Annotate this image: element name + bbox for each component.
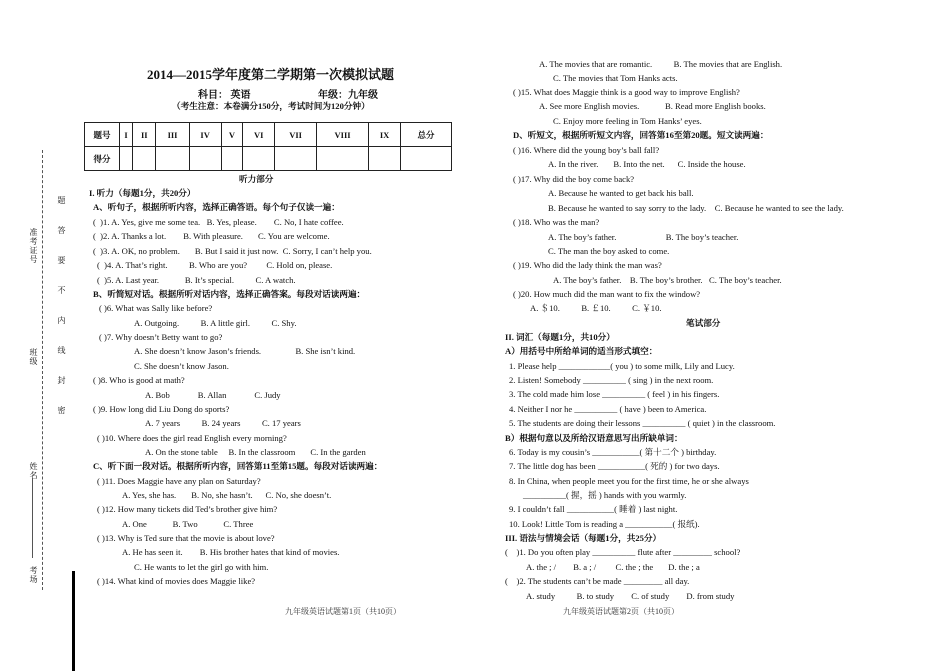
- question-line: ( )7. Why doesn’t Betty want to go?: [99, 332, 223, 342]
- seal-char: 要: [57, 256, 66, 265]
- score-input-cell[interactable]: [221, 147, 243, 171]
- score-table-cell: V: [221, 123, 243, 147]
- part-heading: D、听短文，根据所听短文内容，回答第16至第20题。短文读两遍：: [513, 130, 769, 140]
- question-line: 9. I couldn’t fall ___________( 睡着 ) last night.: [509, 504, 678, 514]
- option-line: A. See more English movies. B. Read more English books.: [539, 101, 766, 111]
- page-footer: 九年级英语试题第1页（共10页）: [285, 607, 401, 616]
- question-line: 1. Please help ____________( you ) to some milk, Lily and Lucy.: [509, 361, 735, 371]
- score-table-cell: I: [120, 123, 133, 147]
- subject-label: 科目： 英语: [198, 90, 251, 101]
- score-input-cell[interactable]: [156, 147, 189, 171]
- option-line: A. On the stone table B. In the classroom C. In the garden: [145, 447, 366, 457]
- exam-room-label: 考场: [29, 566, 38, 584]
- score-input-cell[interactable]: [275, 147, 317, 171]
- question-line: ( )20. How much did the man want to fix the window?: [513, 289, 701, 299]
- seal-char: 密: [57, 406, 66, 415]
- option-line: A. ＄10. B. ￡10. C. ￥10.: [530, 303, 662, 313]
- question-line: ( )16. Where did the young boy’s ball fall?: [513, 145, 660, 155]
- score-table-cell: 题号: [85, 123, 120, 147]
- question-line: ( )12. How many tickets did Ted’s brother give him?: [97, 504, 278, 514]
- question-line: ( )18. Who was the man?: [513, 217, 600, 227]
- score-input-cell[interactable]: [120, 147, 133, 171]
- option-line: A. 7 years B. 24 years C. 17 years: [145, 418, 301, 428]
- part-heading: A）用括号中所给单词的适当形式填空：: [505, 346, 658, 356]
- option-line: A. Because he wanted to get back his ball.: [548, 188, 694, 198]
- option-line: C. She doesn’t know Jason.: [134, 361, 229, 371]
- seal-char: 封: [57, 376, 66, 385]
- question-line: ( )8. Who is good at math?: [93, 375, 185, 385]
- score-table-cell: III: [156, 123, 189, 147]
- question-line: ( )9. How long did Liu Dong do sports?: [93, 404, 230, 414]
- question-line: 10. Look! Little Tom is reading a ___________( 报纸).: [509, 519, 700, 529]
- seal-char: 内: [57, 316, 66, 325]
- part-heading: C、听下面一段对话。根据所听内容，回答第11至第15题。每段对话读两遍：: [93, 461, 383, 471]
- section-heading: 笔试部分: [686, 318, 721, 328]
- score-table-cell: VI: [243, 123, 275, 147]
- grade-label: 年级：九年级: [318, 90, 378, 101]
- name-line: [32, 478, 33, 558]
- class-label: 班级: [29, 348, 38, 366]
- question-line: 6. Today is my cousin’s ___________( 第十二个 ) birthday.: [509, 447, 717, 457]
- question-line: 7. The little dog has been ___________( 死的 ) for two days.: [509, 461, 720, 471]
- part-heading: B、听简短对话。根据所听对话内容，选择正确答案。每段对话读两遍：: [93, 289, 366, 299]
- part-heading: B）根据句意以及所给汉语意思写出所缺单词：: [505, 433, 683, 443]
- seal-char: 线: [57, 346, 66, 355]
- question-line: ( )19. Who did the lady think the man was?: [513, 260, 662, 270]
- question-line: 2. Listen! Somebody __________ ( sing ) in the next room.: [509, 375, 714, 385]
- section-heading: 听力部分: [239, 174, 274, 184]
- part-heading: A、听句子，根据所听内容，选择正确答语。每个句子仅读一遍：: [93, 202, 340, 212]
- option-line: A. Yes, she has. B. No, she hasn’t. C. No, she doesn’t.: [122, 490, 332, 500]
- page-footer: 九年级英语试题第2页（共10页）: [563, 607, 679, 616]
- question-line: ( )15. What does Maggie think is a good way to improve English?: [513, 87, 740, 97]
- score-table-cell: 总分: [401, 123, 452, 147]
- score-table-score-row: [85, 147, 452, 171]
- question-line: 5. The students are doing their lessons __________ ( quiet ) in the classroom.: [509, 418, 776, 428]
- score-table-cell: VII: [275, 123, 317, 147]
- part-heading: II. 词汇（每题1分，共10分）: [505, 332, 615, 342]
- question-line: ( )2. A. Thanks a lot. B. With pleasure. C. You are welcome.: [93, 231, 330, 241]
- seal-char: 题: [57, 196, 66, 205]
- score-input-cell[interactable]: [189, 147, 221, 171]
- score-input-cell[interactable]: [133, 147, 156, 171]
- option-line: B. Because he wanted to say sorry to the lady. C. Because he wanted to see the lady.: [548, 203, 844, 213]
- part-heading: I. 听力（每题1分，共20分）: [89, 188, 196, 198]
- seal-char: 不: [57, 286, 66, 295]
- option-line: C. Enjoy more feeling in Tom Hanks’ eyes.: [553, 116, 702, 126]
- score-input-cell[interactable]: [243, 147, 275, 171]
- score-table: [84, 122, 452, 171]
- option-line: C. He wants to let the girl go with him.: [134, 562, 269, 572]
- score-table-cell: II: [133, 123, 156, 147]
- option-line: C. The movies that Tom Hanks acts.: [553, 73, 678, 83]
- option-line: A. She doesn’t know Jason’s friends. B. She isn’t kind.: [134, 346, 356, 356]
- question-line: ( )6. What was Sally like before?: [99, 303, 213, 313]
- question-line: 4. Neither I nor he __________ ( have ) been to America.: [509, 404, 707, 414]
- option-line: A. study B. to study C. of study D. from study: [526, 591, 735, 601]
- score-table-cell: IX: [369, 123, 401, 147]
- option-line: A. The boy’s father. B. The boy’s teacher.: [548, 232, 739, 242]
- option-line: A. One B. Two C. Three: [122, 519, 254, 529]
- question-line: ( )17. Why did the boy come back?: [513, 174, 635, 184]
- question-line: ( )1. A. Yes, give me some tea. B. Yes, please. C. No, I hate coffee.: [93, 217, 344, 227]
- score-table-header-row: [85, 123, 452, 147]
- score-table-cell: VIII: [317, 123, 369, 147]
- part-heading: III. 语法与情境会话（每题1分，共25分）: [505, 533, 662, 543]
- exam-notice: （考生注意：本卷满分150分，考试时间为120分钟）: [172, 101, 370, 111]
- question-line: ( )13. Why is Ted sure that the movie is about love?: [97, 533, 275, 543]
- score-input-cell[interactable]: [369, 147, 401, 171]
- option-line: A. Bob B. Allan C. Judy: [145, 390, 281, 400]
- question-line: ( )1. Do you often play __________ flute after _________ school?: [505, 547, 741, 557]
- name-label: 姓名: [29, 462, 38, 480]
- question-line: ( )5. A. Last year. B. It’s special. C. A watch.: [97, 275, 296, 285]
- score-input-cell[interactable]: [401, 147, 452, 171]
- score-input-cell[interactable]: [317, 147, 369, 171]
- option-line: A. The movies that are romantic. B. The movies that are English.: [539, 59, 783, 69]
- question-line: 3. The cold made him lose __________ ( feel ) in his fingers.: [509, 389, 720, 399]
- option-line: C. The man the boy asked to come.: [548, 246, 670, 256]
- option-line: A. He has seen it. B. His brother hates that kind of movies.: [122, 547, 340, 557]
- question-line: ( )2. The students can’t be made _________ all day.: [505, 576, 690, 586]
- seal-char: 答: [57, 226, 66, 235]
- option-line: A. The boy’s father. B. The boy’s brother. C. The boy’s teacher.: [553, 275, 782, 285]
- score-table-cell: IV: [189, 123, 221, 147]
- question-line: ( )3. A. OK, no problem. B. But I said it just now. C. Sorry, I can’t help you.: [93, 246, 372, 256]
- question-line: __________( 握，摇 ) hands with you warmly.: [523, 490, 687, 500]
- score-table-cell: 得分: [85, 147, 120, 171]
- option-line: A. the ; / B. a ; / C. the ; the D. the ; a: [526, 562, 700, 572]
- option-line: A. In the river. B. Into the net. C. Inside the house.: [548, 159, 746, 169]
- question-line: ( )11. Does Maggie have any plan on Saturday?: [97, 476, 261, 486]
- option-line: A. Outgoing. B. A little girl. C. Shy.: [134, 318, 297, 328]
- binding-line: [42, 150, 43, 590]
- binding-bar: [72, 571, 75, 671]
- question-line: ( )10. Where does the girl read English every morning?: [97, 433, 287, 443]
- candidate-number-label: 准考证号: [29, 228, 38, 264]
- question-line: 8. In China, when people meet you for the first time, he or she always: [509, 476, 749, 486]
- question-line: ( )4. A. That’s right. B. Who are you? C. Hold on, please.: [97, 260, 333, 270]
- question-line: ( )14. What kind of movies does Maggie like?: [97, 576, 256, 586]
- exam-title: 2014—2015学年度第二学期第一次模拟试题: [147, 67, 395, 82]
